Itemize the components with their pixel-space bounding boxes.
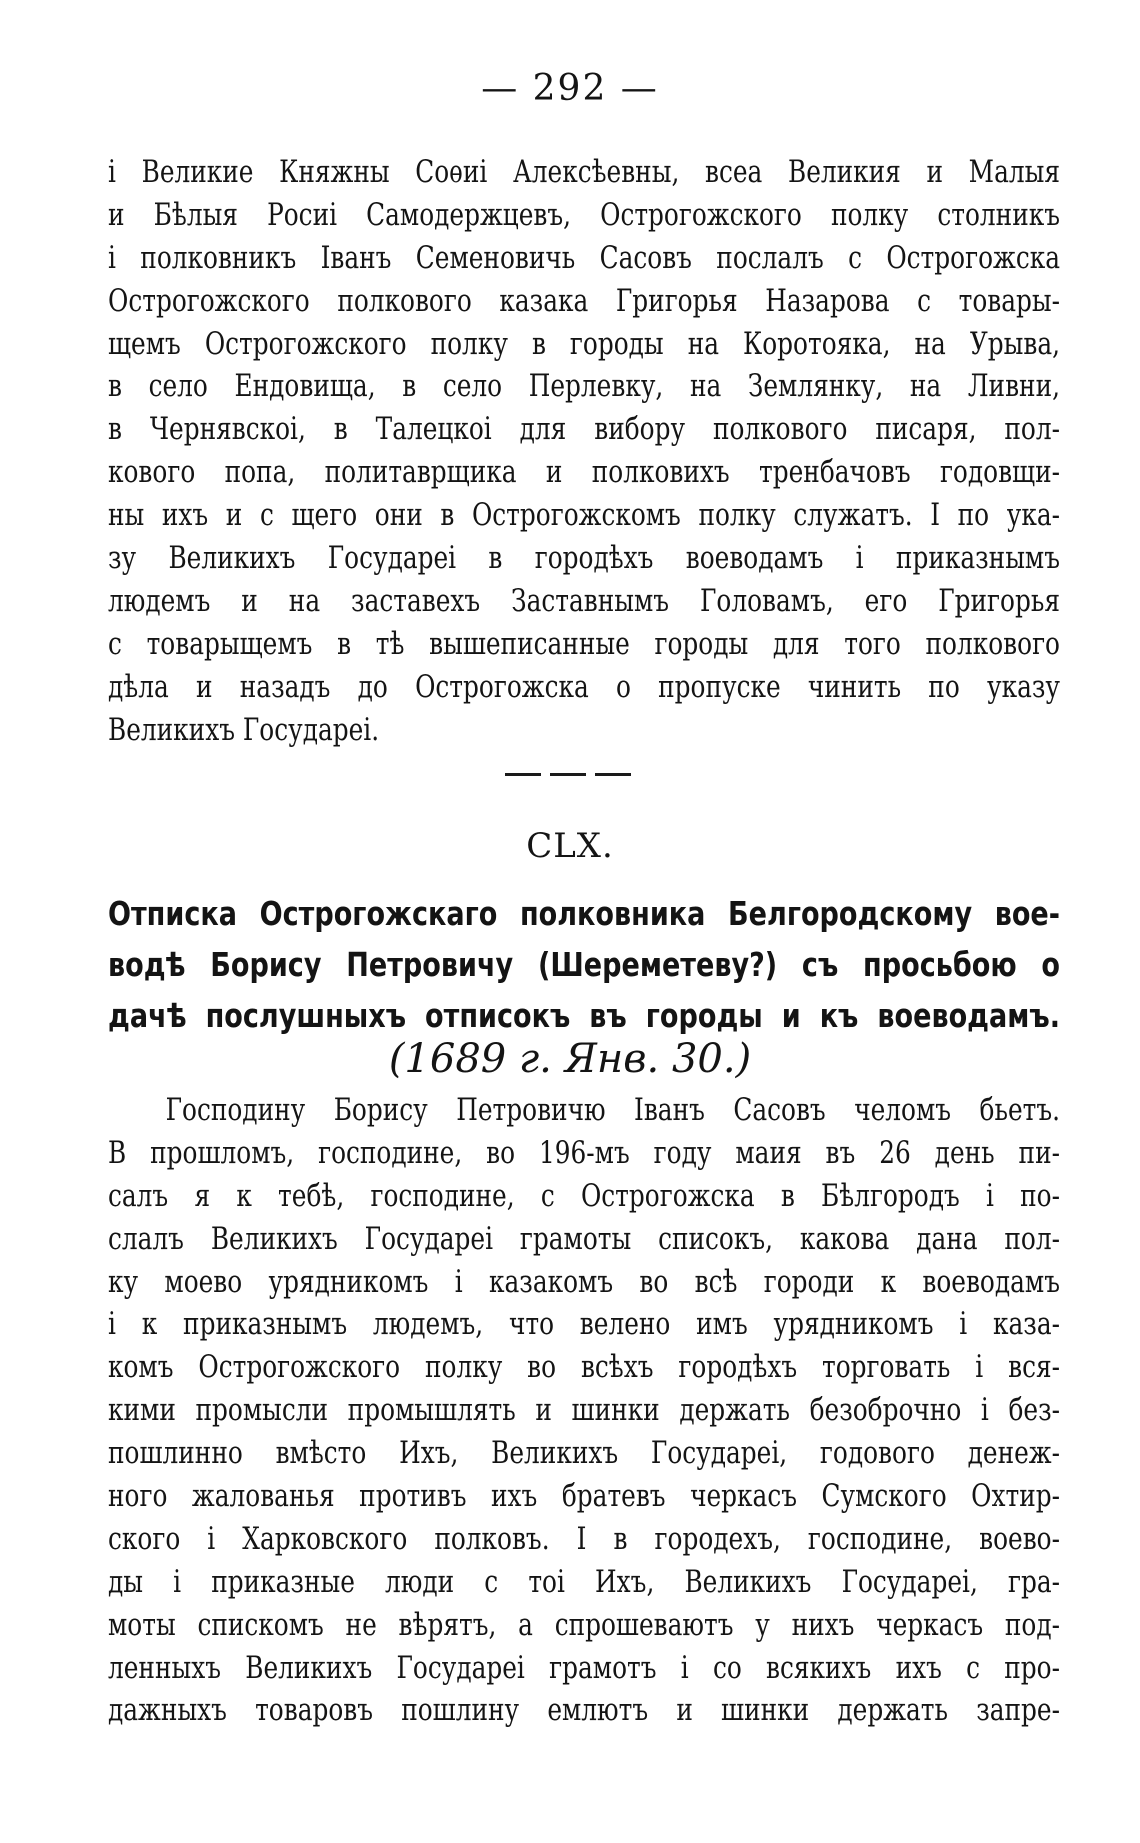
text-line: слалъ Великихъ Государеі грамоты списокъ, какова дана пол- [108,1220,1060,1257]
divider-dash [550,773,586,776]
text-line: в Чернявскоі, в Талецкоі для вибору полкового писаря, пол- [108,411,1060,448]
document-body [108,1089,1060,1732]
text-line: салъ я к тебѣ, господине, с Острогожска в Бѣлгородъ і по- [108,1177,1060,1214]
text-line: і полковникъ Іванъ Семеновичь Сасовъ послалъ с Острогожска [108,239,1060,276]
divider-dash [505,773,541,776]
divider-dash [595,773,631,776]
text-line: ленныхъ Великихъ Государеі грамотъ і со всякихъ ихъ с про- [108,1649,1060,1686]
text-line: В прошломъ, господине, во 196-мъ году маия въ 26 день пи- [108,1134,1060,1171]
heading-line: Отписка Острогожскаго полковника Белгородскому вое- [108,894,1061,933]
text-line: пошлинно вмѣсто Ихъ, Великихъ Государеі, годового денеж- [108,1435,1060,1472]
paragraph-continuation [108,151,1060,751]
document-date: (1689 г. Янв. 30.) [388,1036,752,1082]
text-line: кими промысли промышлять и шинки держать безоброчно і без- [108,1392,1060,1429]
text-line: і к приказнымъ людемъ, что велено имъ урядникомъ і каза- [108,1306,1060,1343]
text-line: Великихъ Государеі. [108,711,380,748]
text-line: зу Великихъ Государеі в городѣхъ воеводамъ і приказнымъ [108,540,1060,577]
text-line: і Великие Княжны Соѳиі Алексѣевны, всеа Великия и Малыя [108,154,1060,190]
text-line: в село Ендовища, в село Перлевку, на Землянку, на Ливни, [108,368,1060,405]
text-line: ского і Харковского полковъ. І в городехъ, господине, воево- [108,1520,1060,1557]
section-divider [505,773,631,776]
text-line: кового попа, политаврщика и полковихъ тренбачовъ годовщи- [108,454,1060,491]
text-line: Господину Борису Петровичю Іванъ Сасовъ челомъ бьетъ. [165,1092,1061,1128]
section-number: CLX. [526,826,614,866]
text-line: ного жалованья противъ ихъ братевъ черкасъ Сумского Охтир- [108,1478,1060,1515]
text-line: людемъ и на заставехъ Заставнымъ Головамъ, его Григорья [108,582,1060,619]
text-line: и Бѣлыя Росиі Самодержцевъ, Острогожского полку столникъ [108,196,1060,233]
text-line: с товарыщемъ в тѣ вышеписанные городы для того полкового [108,625,1060,662]
text-line: моты спискомъ не вѣрятъ, а спрошеваютъ у нихъ черкасъ под- [108,1606,1060,1643]
heading-line: дачѣ послушныхъ отписокъ въ городы и къ воеводамъ. [108,996,1061,1035]
heading-line: водѣ Борису Петровичу (Шереметеву?) съ просьбою о [108,945,1061,984]
text-line: комъ Острогожского полку во всѣхъ городѣхъ торговать і вся- [108,1349,1060,1386]
page-number: — 292 — [481,68,659,109]
text-line: щемъ Острогожского полку в городы на Коротояка, на Урыва, [108,325,1060,362]
text-line: ны ихъ и с щего они в Острогожскомъ полку служатъ. І по ука- [108,497,1060,534]
text-line: Острогожского полкового казака Григорья Назарова с товары- [108,282,1060,319]
text-line: дажныхъ товаровъ пошлину емлютъ и шинки держать запре- [108,1692,1060,1729]
document-heading [108,888,1060,1041]
text-line: дѣла и назадъ до Острогожска о пропуске чинить по указу [108,668,1060,705]
text-line: ды і приказные люди с тоі Ихъ, Великихъ Государеі, гра- [108,1563,1060,1600]
text-line: ку моево урядникомъ і казакомъ во всѣ городи к воеводамъ [108,1263,1060,1300]
